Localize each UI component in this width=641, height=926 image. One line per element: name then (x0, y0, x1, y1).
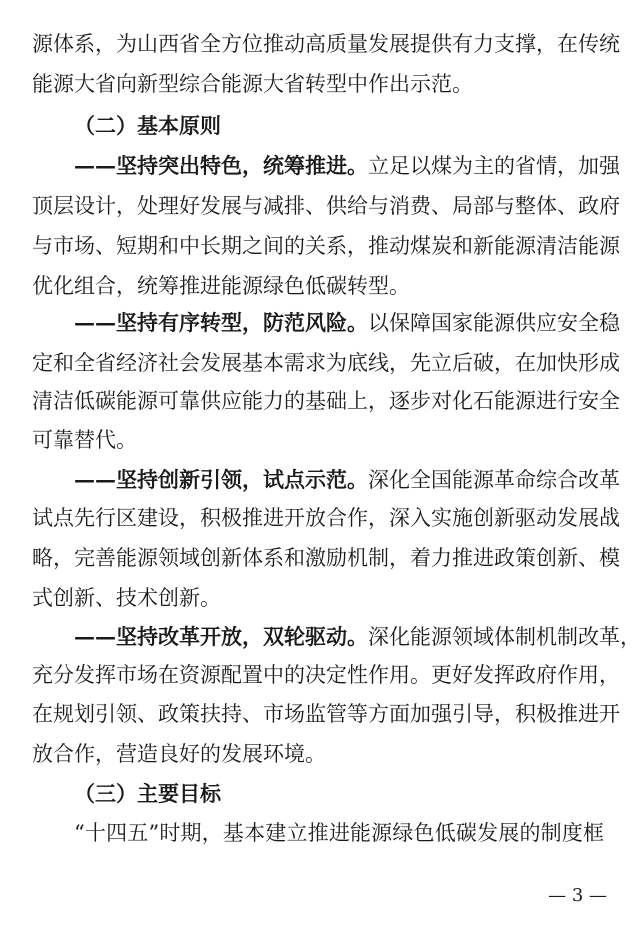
section-heading-basic-principles: （二）基本原则 (74, 113, 221, 138)
principle-2-line-1 (74, 303, 620, 343)
section-heading-main-goals: （三）主要目标 (74, 781, 221, 806)
principle-3-line-1 (74, 460, 620, 500)
principle-3-line-4: 式创新、技术创新。 (32, 586, 221, 610)
principle-4-line-1-rest: 深化能源领域体制机制改革， (368, 625, 641, 649)
principle-2-line-2: 定和全省经济社会发展基本需求为底线，先立后破，在加快形成 (32, 351, 620, 375)
principle-4-line-1 (74, 617, 641, 657)
goals-paragraph-line-1: “十四五”时期，基本建立推进能源绿色低碳发展的制度框 (74, 821, 604, 845)
principle-2-line-3: 清洁低碳能源可靠供应能力的基础上，逐步对化石能源进行安全 (32, 389, 620, 413)
principle-2-line-4: 可靠替代。 (32, 428, 137, 452)
principle-1-line-1 (74, 146, 620, 186)
principle-3-line-3: 略，完善能源领域创新体系和激励机制，着力推进政策创新、模 (32, 546, 620, 570)
principle-4-line-4: 放合作，营造良好的发展环境。 (32, 742, 326, 766)
principle-4-line-2: 充分发挥市场在资源配置中的决定性作用。更好发挥政府作用， (32, 663, 620, 687)
principle-4-lead: ——坚持改革开放，双轮驱动。 (74, 624, 368, 649)
principle-3-lead: ——坚持创新引领，试点示范。 (74, 467, 368, 492)
principle-2-lead: ——坚持有序转型，防范风险。 (74, 310, 368, 335)
paragraph-1-line-2: 能源大省向新型综合能源大省转型中作出示范。 (32, 72, 473, 96)
paragraph-1-line-1: 源体系，为山西省全方位推动高质量发展提供有力支撑，在传统 (32, 32, 620, 56)
principle-1-line-4: 优化组合，统筹推进能源绿色低碳转型。 (32, 274, 410, 298)
principle-1-line-3: 与市场、短期和中长期之间的关系，推动煤炭和新能源清洁能源 (32, 234, 620, 258)
principle-3-line-1-rest: 深化全国能源革命综合改革 (368, 468, 620, 492)
principle-4-line-3: 在规划引领、政策扶持、市场监管等方面加强引导，积极推进开 (32, 702, 620, 726)
principle-1-line-1-rest: 立足以煤为主的省情，加强 (368, 154, 620, 178)
principle-3-line-2: 试点先行区建设，积极推进开放合作，深入实施创新驱动发展战 (32, 506, 620, 530)
principle-2-line-1-rest: 以保障国家能源供应安全稳 (368, 311, 620, 335)
principle-1-lead: ——坚持突出特色，统筹推进。 (74, 153, 368, 178)
principle-1-line-2: 顶层设计，处理好发展与减排、供给与消费、局部与整体、政府 (32, 194, 620, 218)
page-number: — 3 — (548, 885, 607, 906)
